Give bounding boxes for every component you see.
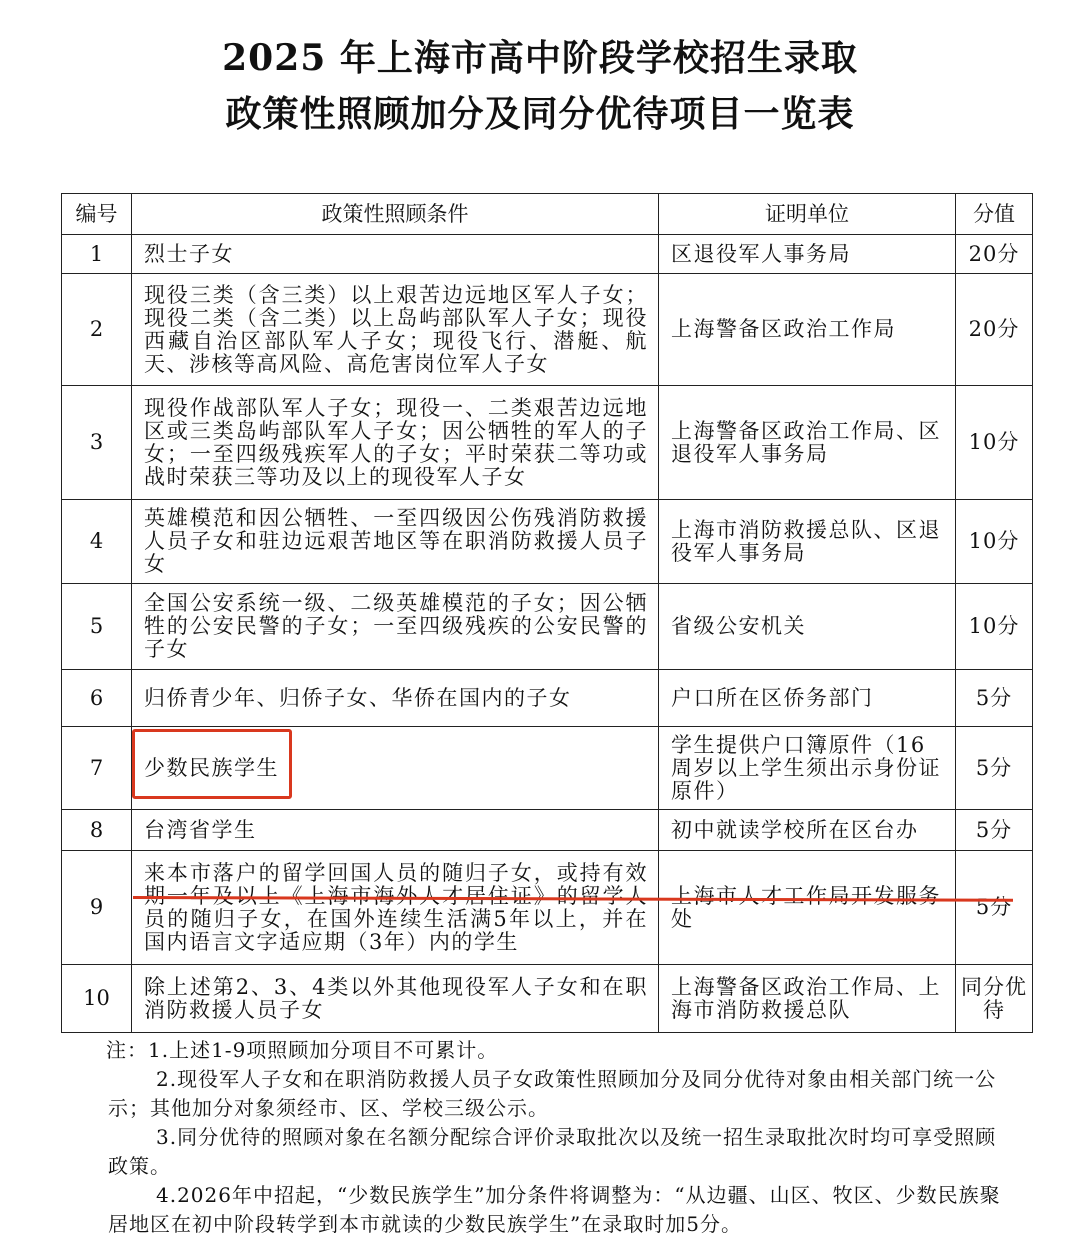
row-unit: 上海警备区政治工作局 (659, 274, 956, 386)
row-condition: 归侨青少年、归侨子女、华侨在国内的子女 (132, 670, 659, 727)
row-unit: 省级公安机关 (659, 584, 956, 670)
row-number: 8 (62, 810, 132, 851)
table-row (62, 386, 1033, 500)
notes-section (108, 1036, 1008, 1239)
column-header-unit: 证明单位 (659, 194, 956, 235)
row-number: 10 (62, 965, 132, 1033)
row-score: 同分优待 (956, 965, 1033, 1033)
table-header-row (62, 194, 1033, 235)
row-unit: 上海市人才工作局开发服务处 (659, 851, 956, 965)
row-unit: 学生提供户口簿原件（16周岁以上学生须出示身份证原件） (659, 727, 956, 810)
row-score: 10分 (956, 500, 1033, 584)
column-header-number: 编号 (62, 194, 132, 235)
row-condition: 英雄模范和因公牺牲、一至四级因公伤残消防救援人员子女和驻边远艰苦地区等在职消防救援人员子女 (132, 500, 659, 584)
row-condition: 除上述第2、3、4类以外其他现役军人子女和在职消防救援人员子女 (132, 965, 659, 1033)
policy-table (61, 193, 1033, 1033)
page-title-line2: 政策性照顾加分及同分优待项目一览表 (225, 93, 855, 135)
table-row (62, 584, 1033, 670)
row-unit: 户口所在区侨务部门 (659, 670, 956, 727)
note-4: 4.2026年中招起，“少数民族学生”加分条件将调整为：“从边疆、山区、牧区、少数民族聚居地区在初中阶段转学到本市就读的少数民族学生”在录取时加5分。 (108, 1183, 1001, 1236)
row-condition: 来本市落户的留学回国人员的随归子女，或持有效期一年及以上《上海市海外人才居住证》的留学人员的随归子女，在国外连续生活满5年以上，并在国内语言文字适应期（3年）内的学生 (132, 851, 659, 965)
row-number: 6 (62, 670, 132, 727)
row-condition: 现役三类（含三类）以上艰苦边远地区军人子女；现役二类（含二类）以上岛屿部队军人子女；现役西藏自治区部队军人子女；现役飞行、潜艇、航天、涉核等高风险、高危害岗位军人子女 (132, 274, 659, 386)
row-number: 9 (62, 851, 132, 965)
row-score: 5分 (956, 670, 1033, 727)
row-number: 2 (62, 274, 132, 386)
note-3: 3.同分优待的照顾对象在名额分配综合评价录取批次以及统一招生录取批次时均可享受照顾政策。 (108, 1125, 997, 1178)
row-score: 5分 (956, 727, 1033, 810)
row-number: 4 (62, 500, 132, 584)
row-condition: 现役作战部队军人子女；现役一、二类艰苦边远地区或三类岛屿部队军人子女；因公牺牲的军人的子女；一至四级残疾军人的子女；平时荣获二等功或战时荣获三等功及以上的现役军人子女 (132, 386, 659, 500)
row-score: 20分 (956, 274, 1033, 386)
table-row (62, 851, 1033, 965)
table-row (62, 965, 1033, 1033)
row-unit: 区退役军人事务局 (659, 235, 956, 274)
row-score: 20分 (956, 235, 1033, 274)
table-row (62, 274, 1033, 386)
note-2: 2.现役军人子女和在职消防救援人员子女政策性照顾加分及同分优待对象由相关部门统一公示；其他加分对象须经市、区、学校三级公示。 (108, 1067, 997, 1120)
red-highlight-box (132, 729, 292, 799)
row-score: 10分 (956, 584, 1033, 670)
row-condition: 烈士子女 (132, 235, 659, 274)
row-unit: 初中就读学校所在区台办 (659, 810, 956, 851)
row-number: 1 (62, 235, 132, 274)
row-number: 3 (62, 386, 132, 500)
row-score: 5分 (956, 810, 1033, 851)
table-row (62, 500, 1033, 584)
row-score: 5分 (956, 851, 1033, 965)
row-score: 10分 (956, 386, 1033, 500)
table-row (62, 670, 1033, 727)
row-condition: 台湾省学生 (132, 810, 659, 851)
note-1: 注：1.上述1-9项照顾加分项目不可累计。 (106, 1038, 499, 1062)
row-number: 5 (62, 584, 132, 670)
column-header-score: 分值 (956, 194, 1033, 235)
table-row (62, 810, 1033, 851)
row-unit: 上海警备区政治工作局、区退役军人事务局 (659, 386, 956, 500)
row-condition: 少数民族学生 (132, 727, 659, 810)
page-title-line1: 2025 年上海市高中阶段学校招生录取 (222, 37, 858, 79)
row-number: 7 (62, 727, 132, 810)
row-condition: 全国公安系统一级、二级英雄模范的子女；因公牺牲的公安民警的子女；一至四级残疾的公安民警的子女 (132, 584, 659, 670)
table-row (62, 235, 1033, 274)
column-header-condition: 政策性照顾条件 (132, 194, 659, 235)
row-unit: 上海市消防救援总队、区退役军人事务局 (659, 500, 956, 584)
row-unit: 上海警备区政治工作局、上海市消防救援总队 (659, 965, 956, 1033)
